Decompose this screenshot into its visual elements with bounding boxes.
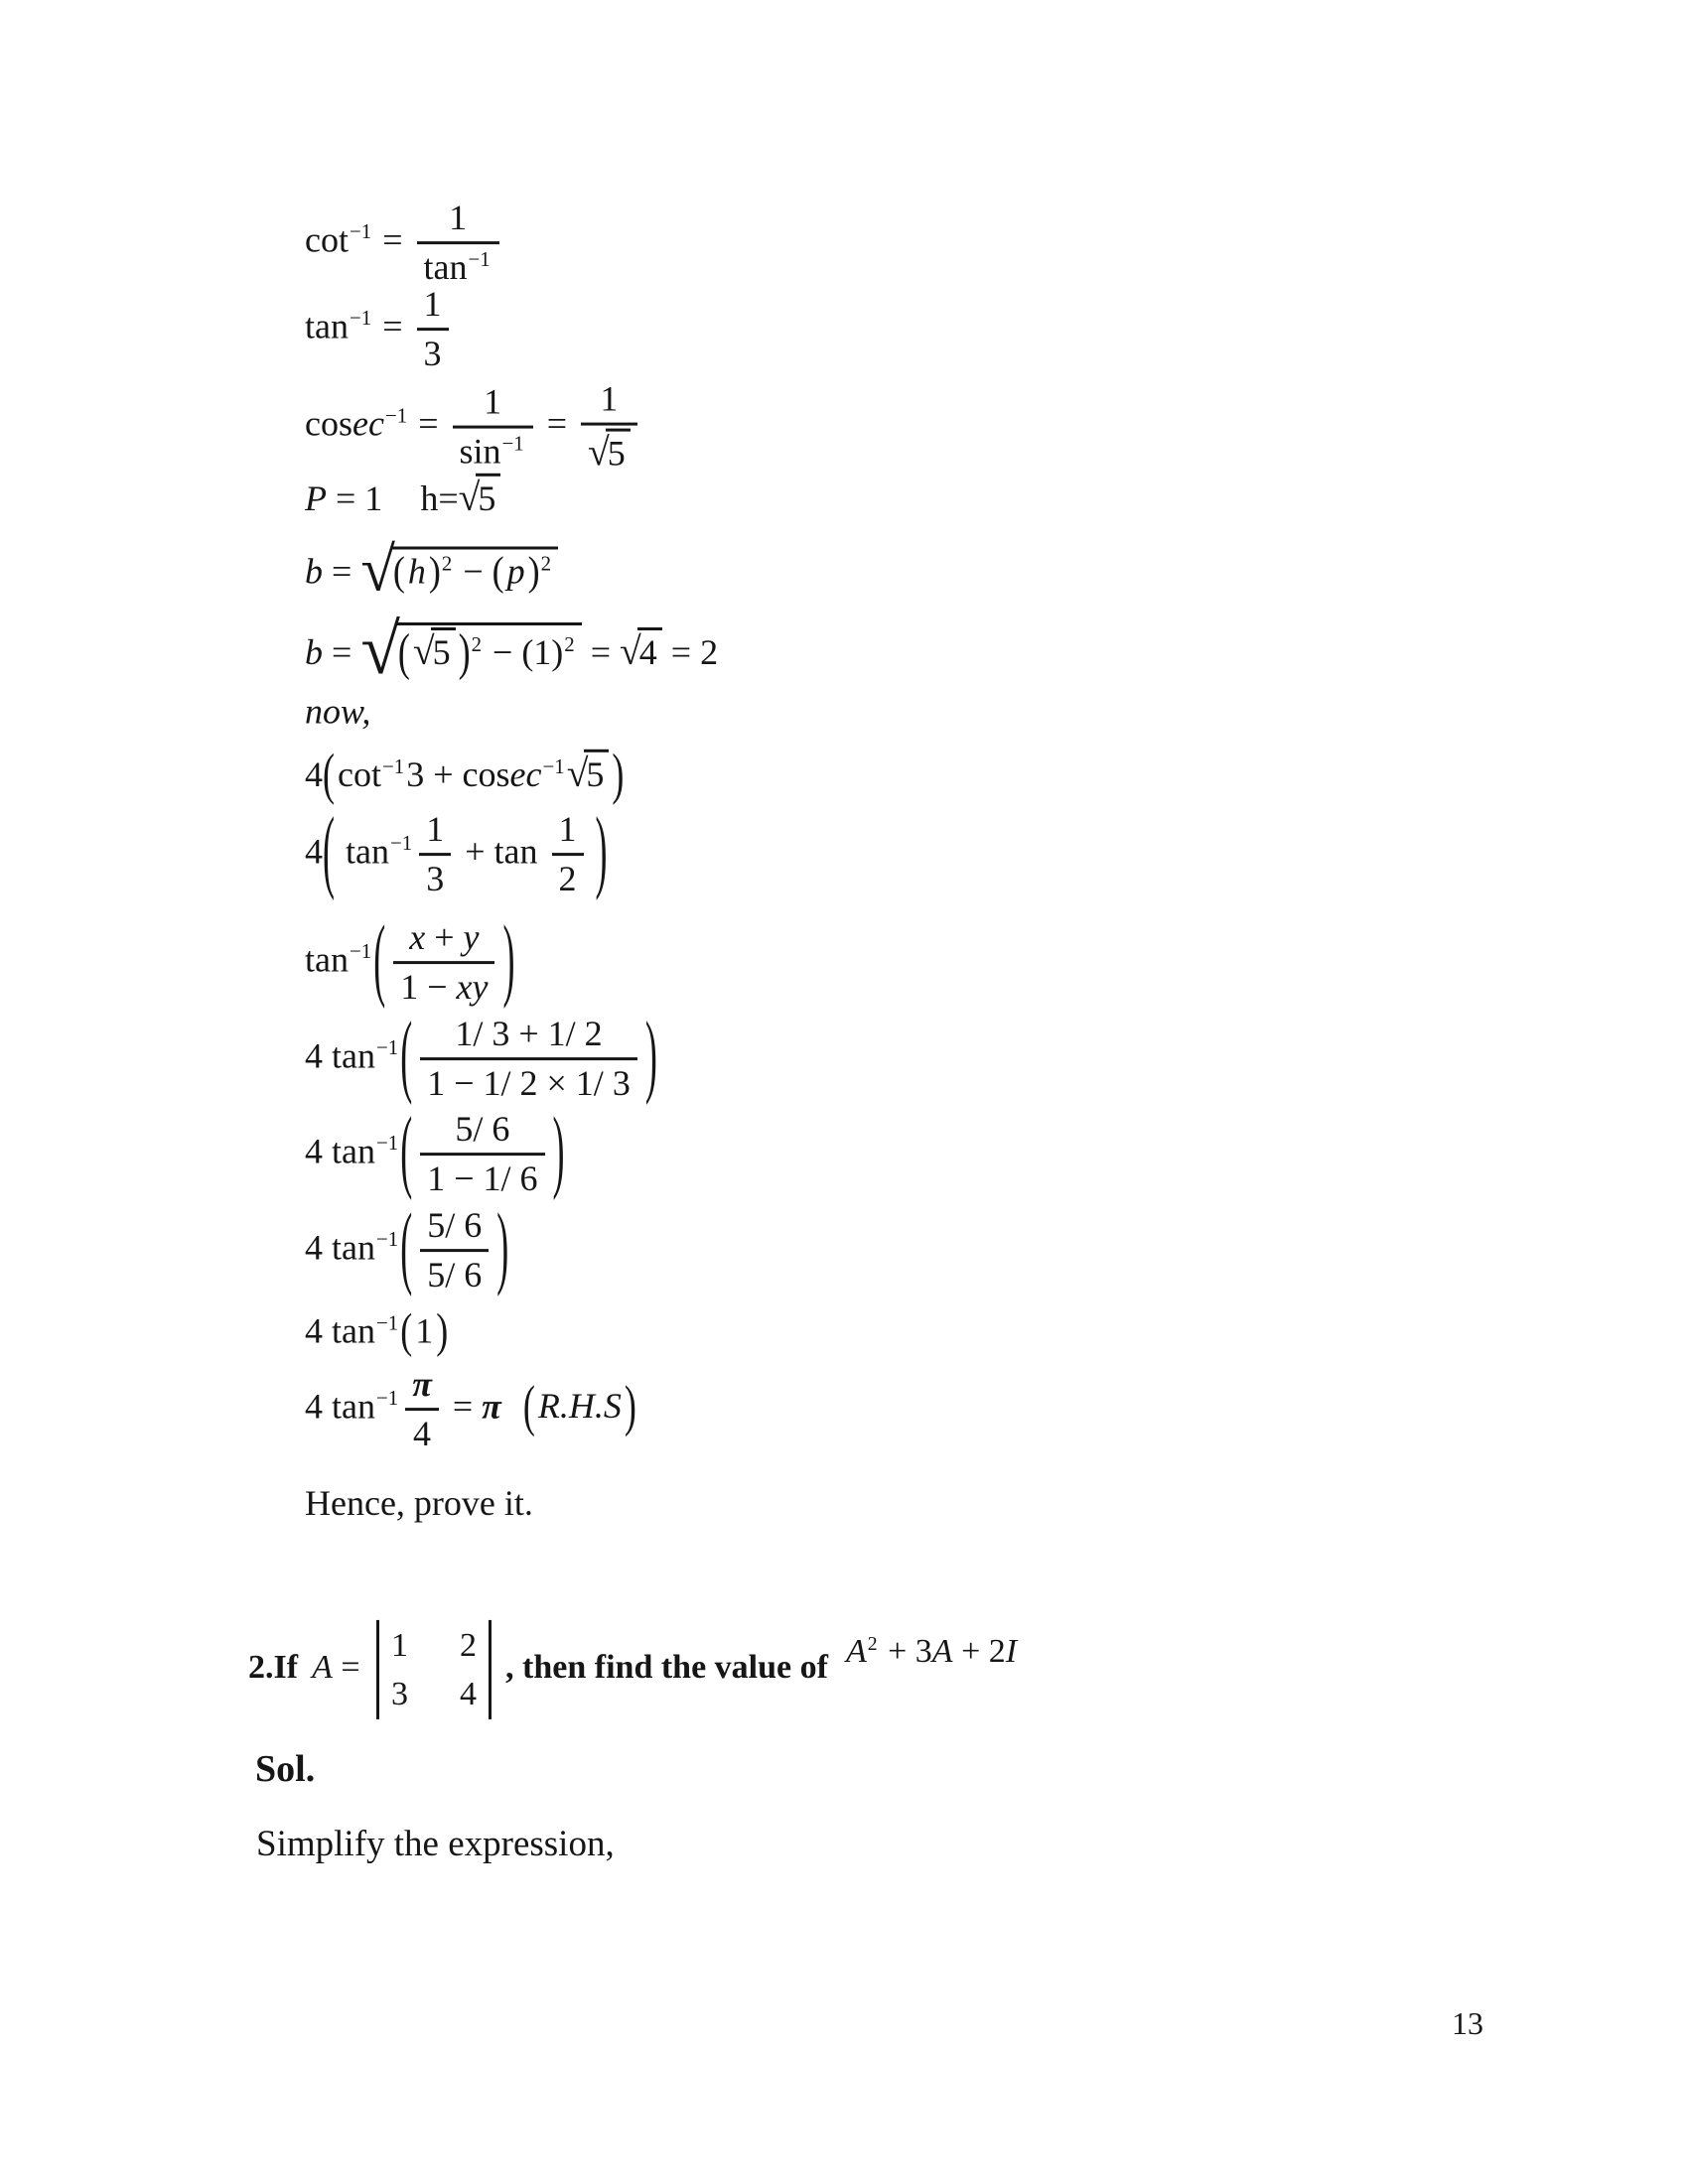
math-text: = (373, 219, 412, 260)
fraction (552, 809, 584, 900)
eq-cosec (305, 379, 642, 476)
radical-icon: √ (412, 629, 435, 673)
denominator (420, 1253, 489, 1297)
simplify-text: Simplify the expression, (256, 1824, 615, 1864)
eq-now (305, 691, 370, 732)
right-paren: ) (428, 548, 441, 595)
square-root (459, 474, 501, 519)
parenthesized-group (400, 1003, 657, 1107)
numerator (552, 809, 584, 856)
math-text: cot (338, 753, 381, 794)
math-text: 5/ 6 (427, 1205, 483, 1246)
eq-lhs (305, 742, 625, 806)
left-paren: ( (400, 1098, 413, 1202)
left-paren: ( (400, 1303, 413, 1358)
eq-five-sixths (305, 1098, 565, 1202)
math-text: 5 (432, 632, 451, 672)
paren-content (413, 627, 456, 673)
math-text: = (409, 403, 448, 444)
math-text: = (323, 551, 361, 592)
matrix-entry: 2 (460, 1626, 478, 1664)
parenthesized-group (522, 1373, 636, 1437)
math-text: = (581, 632, 621, 672)
numerator (420, 1205, 489, 1252)
math-text: 1 (415, 1310, 434, 1351)
superscript: −1 (375, 1131, 399, 1156)
math-variable: R.H.S (537, 1386, 622, 1427)
right-paren: ) (595, 798, 608, 902)
square-root (360, 605, 581, 689)
numerator (581, 379, 637, 426)
square-root (620, 627, 662, 673)
math-text: 1 (484, 381, 502, 422)
parenthesized-group (323, 742, 625, 806)
math-text: = (323, 632, 361, 672)
eq-tan-sum (305, 798, 608, 902)
math-text: 4 tan (305, 1035, 375, 1076)
math-text: (1) (521, 632, 564, 672)
radical-icon: √ (360, 534, 395, 605)
math-variable: P (305, 478, 327, 518)
math-variable: p (506, 551, 525, 592)
superscript: 2 (471, 632, 482, 657)
superscript: 2 (867, 1632, 878, 1655)
math-text: 1 − (400, 967, 457, 1008)
paren-content (415, 1205, 493, 1297)
radical-icon: √ (566, 751, 589, 795)
fraction (405, 1364, 439, 1455)
square-root (567, 750, 610, 795)
eq-p-h (305, 474, 500, 519)
question-2 (248, 1620, 1017, 1719)
parenthesized-group (323, 798, 608, 902)
eq-substituted (305, 1003, 657, 1107)
math-text: 3 (423, 334, 442, 374)
eq-addition-formula (305, 906, 515, 1011)
math-variable: A (312, 1648, 333, 1686)
eq-ratio-one (305, 1194, 509, 1298)
parenthesized-group (392, 548, 441, 595)
fraction (453, 381, 533, 473)
math-text: 1 (426, 809, 445, 850)
math-text: tan (305, 939, 349, 980)
superscript: −1 (384, 403, 408, 428)
radical-icon: √ (458, 475, 481, 519)
math-text: = (537, 403, 577, 444)
math-text: = 1 (327, 478, 383, 518)
left-paren: ( (392, 548, 405, 595)
paren-content (415, 1310, 433, 1351)
math-text: h= (420, 478, 459, 518)
fraction (393, 917, 494, 1009)
parenthesized-group (397, 622, 471, 681)
math-variable: A (845, 1632, 867, 1670)
math-text: 1 − 1/ 6 (427, 1159, 538, 1199)
radicand (396, 622, 582, 681)
left-paren: ( (492, 548, 504, 595)
superscript: 2 (540, 551, 552, 576)
math-symbol: π (482, 1386, 501, 1427)
square-root (360, 532, 558, 605)
math-variable: y (463, 917, 480, 958)
numerator (420, 1014, 637, 1060)
eq-b-value (305, 605, 719, 689)
left-paren: ( (522, 1373, 535, 1437)
left-paren: ( (323, 742, 335, 806)
math-variable: xy (456, 967, 489, 1008)
eq-result (305, 1364, 636, 1455)
paren-content (415, 1109, 549, 1200)
superscript: −1 (349, 306, 372, 331)
superscript: −1 (375, 1227, 399, 1252)
math-text: 1 − 1/ 2 × 1/ 3 (427, 1063, 631, 1104)
math-text: 4 (413, 1414, 432, 1454)
radical-icon: √ (588, 431, 610, 475)
math-variable: b (305, 551, 323, 592)
math-text: 5 (478, 478, 496, 518)
denominator (420, 1061, 637, 1105)
math-text: cos (305, 403, 352, 444)
numerator (420, 1109, 544, 1156)
superscript: 2 (564, 632, 575, 657)
paren-content (388, 917, 499, 1009)
math-text: 1/ 3 + 1/ 2 (455, 1014, 603, 1054)
radical-icon: √ (360, 610, 400, 689)
fraction (419, 809, 451, 900)
bold-text: , then find the value of (505, 1648, 828, 1686)
math-variable: ec (352, 403, 384, 444)
right-paren: ) (552, 1098, 565, 1202)
square-root (588, 429, 631, 475)
fraction (581, 379, 637, 476)
math-text: + 2 (952, 1632, 1006, 1670)
matrix-entry: 3 (391, 1676, 409, 1712)
raised-expression (846, 1632, 1017, 1671)
matrix-row (391, 1626, 477, 1665)
matrix-entry: 1 (391, 1626, 409, 1664)
right-paren: ) (496, 1194, 509, 1298)
hence-prove-text: Hence, prove it. (305, 1483, 533, 1523)
paren-content (408, 552, 426, 593)
denominator (453, 429, 533, 473)
radical-icon: √ (620, 629, 641, 673)
numerator (393, 917, 494, 964)
right-paren: ) (624, 1373, 636, 1437)
math-variable: I (1005, 1632, 1018, 1670)
math-text: 4 tan (305, 1310, 375, 1351)
right-paren: ) (502, 906, 515, 1011)
fraction (420, 1205, 489, 1297)
math-text: 5/ 6 (455, 1109, 510, 1150)
denominator (417, 332, 449, 375)
fraction (420, 1014, 637, 1105)
math-text: 4 (638, 632, 657, 672)
right-paren: ) (458, 622, 471, 681)
superscript: −1 (542, 753, 565, 778)
parenthesized-group (400, 1098, 565, 1202)
math-text: 5 (586, 753, 605, 794)
paren-content (338, 809, 593, 900)
left-paren: ( (373, 906, 386, 1011)
math-text: + (425, 917, 464, 958)
numerator (453, 381, 533, 428)
denominator (552, 857, 584, 900)
superscript: −1 (349, 219, 372, 244)
fraction (417, 198, 499, 289)
math-variable: x (409, 917, 426, 958)
paren-content (338, 750, 609, 795)
superscript: −1 (375, 1035, 399, 1060)
denominator (419, 857, 451, 900)
superscript: −1 (375, 1386, 399, 1411)
superscript: −1 (349, 939, 372, 964)
math-text: − (484, 632, 522, 672)
math-variable: now, (305, 691, 371, 732)
math-text: + 3 (879, 1632, 932, 1670)
right-paren: ) (644, 1003, 657, 1107)
superscript: −1 (381, 753, 405, 778)
square-root (413, 627, 456, 673)
numerator (417, 284, 449, 331)
math-text: 5 (607, 434, 626, 474)
math-text: 2 (558, 859, 577, 899)
numerator (417, 198, 499, 244)
superscript: −1 (468, 247, 491, 272)
paren-content (507, 552, 525, 593)
eq-tan-third (305, 284, 454, 375)
parenthesized-group (400, 1194, 509, 1298)
math-text: cot (305, 219, 349, 260)
matrix-determinant (376, 1620, 492, 1719)
math-text: − (454, 551, 492, 592)
denominator (581, 426, 637, 475)
math-text: 4 tan (305, 1131, 375, 1171)
math-text: 3 + cos (406, 753, 510, 794)
eq-cot-identity (305, 198, 504, 289)
math-text: tan (305, 306, 349, 346)
numerator (419, 809, 451, 856)
math-text: 4 (305, 831, 323, 872)
superscript: −1 (375, 1310, 399, 1335)
left-paren: ( (400, 1194, 413, 1298)
eq-b-general (305, 532, 558, 605)
math-text: = (373, 306, 412, 346)
superscript: −1 (389, 831, 413, 856)
math-symbol: π (412, 1364, 432, 1405)
parenthesized-group (492, 548, 540, 595)
math-text: 4 (305, 753, 323, 794)
math-text: sin (459, 431, 501, 472)
math-text: = 2 (661, 632, 719, 672)
math-text: 1 (449, 198, 468, 238)
math-text: 1 (600, 378, 619, 419)
denominator (405, 1412, 439, 1455)
left-paren: ( (323, 798, 335, 902)
matrix-row (391, 1675, 477, 1713)
fraction (420, 1109, 544, 1200)
math-text: = (332, 1648, 369, 1686)
paren-content (415, 1014, 642, 1105)
numerator (405, 1364, 439, 1411)
math-text: 4 tan (305, 1386, 375, 1427)
radicand (391, 547, 558, 593)
math-text: = (443, 1386, 483, 1427)
superscript: −1 (501, 431, 524, 456)
math-variable: A (931, 1632, 953, 1670)
fraction (417, 284, 449, 375)
bold-text: 2.If (248, 1648, 299, 1686)
solution-label: Sol. (255, 1748, 316, 1790)
math-text: 1 (558, 809, 577, 850)
matrix-entry: 4 (460, 1676, 478, 1712)
math-variable: h (407, 551, 426, 592)
math-variable: ec (509, 753, 542, 794)
parenthesized-group (373, 906, 515, 1011)
math-text: 4 tan (305, 1227, 375, 1268)
left-paren: ( (397, 622, 410, 681)
right-paren: ) (612, 742, 625, 806)
denominator (420, 1157, 544, 1200)
math-text: 3 (426, 859, 445, 899)
left-paren: ( (400, 1003, 413, 1107)
parenthesized-group (400, 1303, 449, 1358)
math-text: 5/ 6 (427, 1255, 483, 1296)
math-text: + tan (456, 831, 547, 872)
right-paren: ) (527, 548, 540, 595)
denominator (417, 245, 499, 289)
math-variable: b (305, 632, 323, 672)
eq-tan-one (305, 1303, 449, 1358)
math-text: tan (423, 247, 468, 288)
superscript: 2 (441, 551, 453, 576)
math-text: 1 (423, 284, 442, 325)
right-paren: ) (436, 1303, 449, 1358)
page-number: 13 (1452, 2005, 1483, 2041)
math-text: tan (346, 831, 389, 872)
paren-content (538, 1386, 622, 1427)
